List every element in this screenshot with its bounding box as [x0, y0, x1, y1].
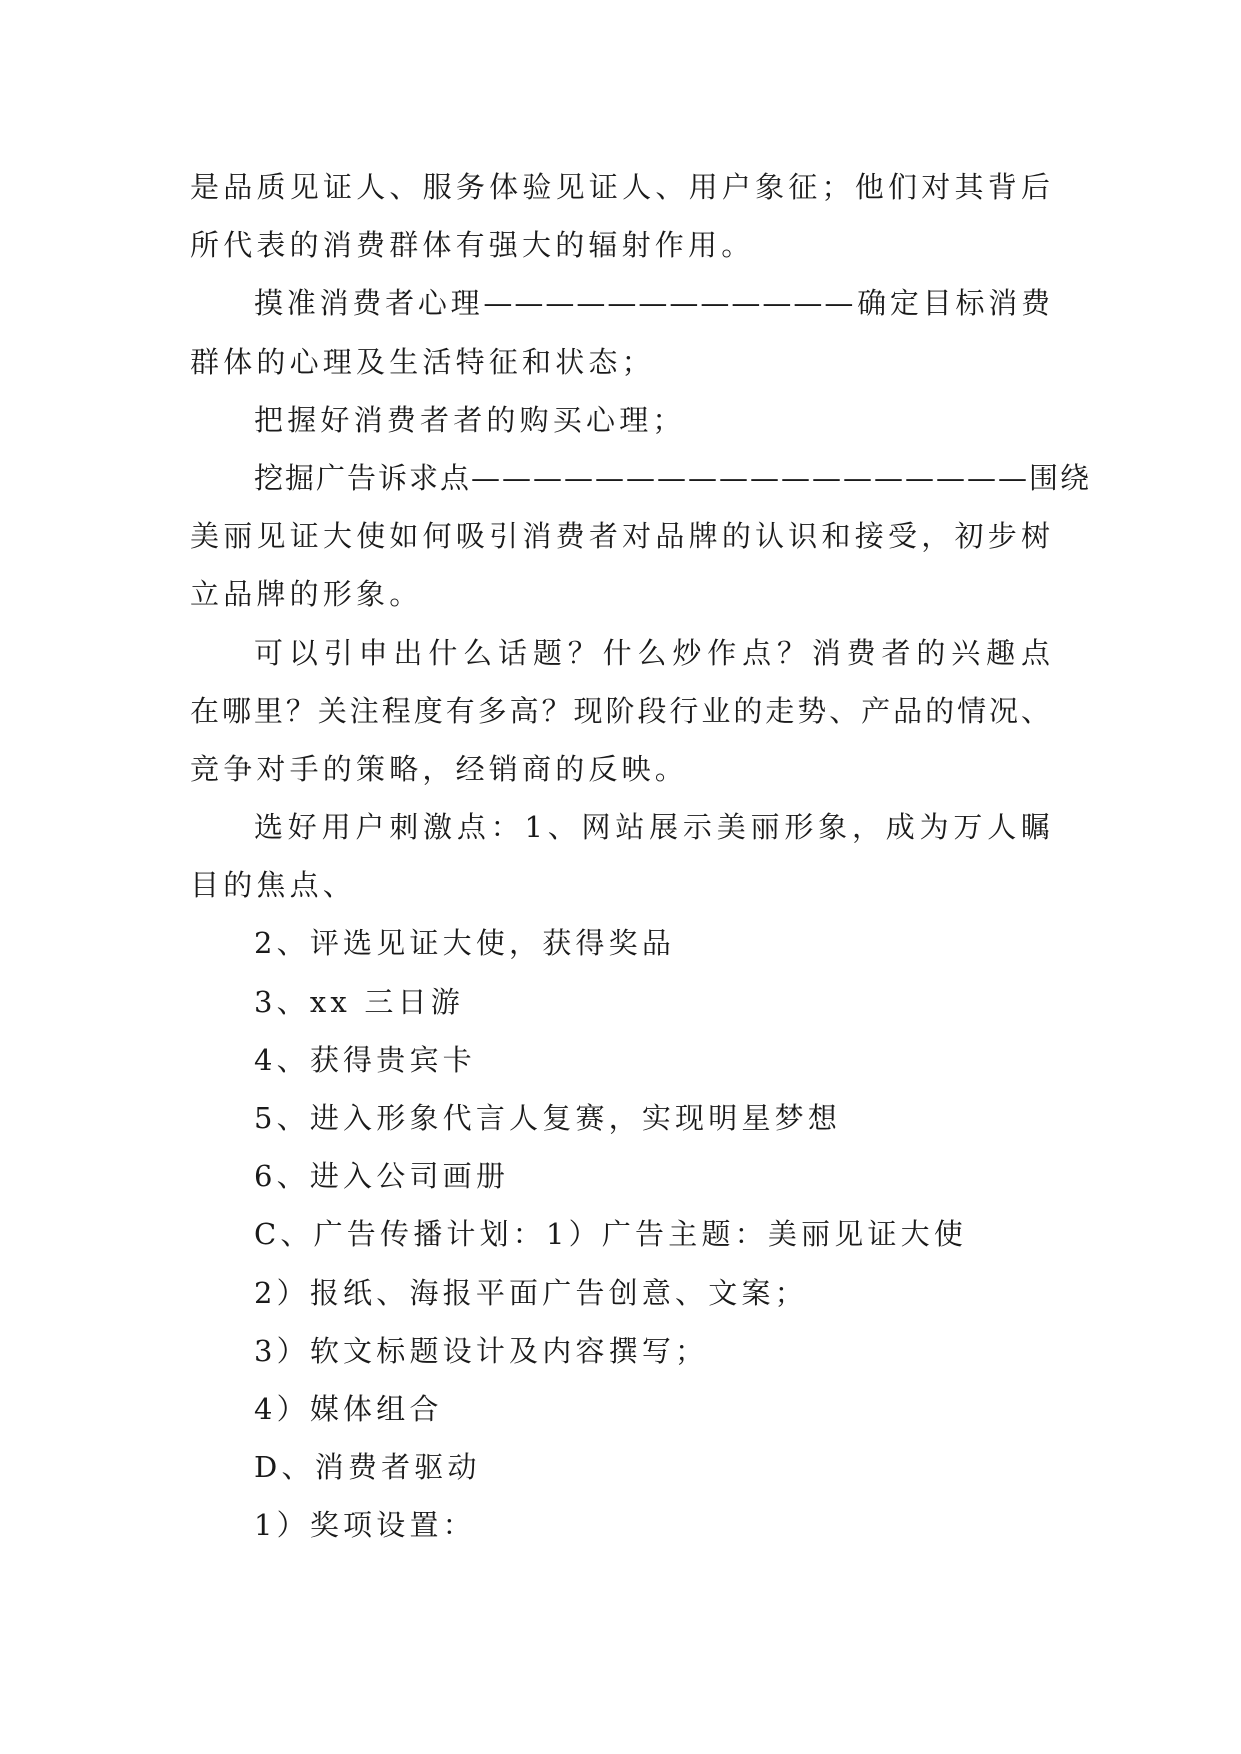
- text-line: 摸准消费者心理————————————确定目标消费: [254, 286, 1052, 321]
- text-line: 把握好消费者者的购买心理；: [254, 402, 686, 437]
- text-line: 群体的心理及生活特征和状态；: [190, 344, 655, 379]
- text-line: 5、进入形象代言人复赛，实现明星梦想: [254, 1101, 842, 1135]
- document-page: [190, 158, 1092, 1555]
- text-line: 可以引申出什么话题？什么炒作点？消费者的兴趣点: [254, 635, 1052, 670]
- text-line: 3、xx 三日游: [254, 984, 464, 1019]
- text-line: 所代表的消费群体有强大的辐射作用。: [190, 228, 755, 263]
- text-line: 目的焦点、: [190, 868, 357, 903]
- text-line: 2）报纸、海报平面广告创意、文案；: [254, 1275, 808, 1310]
- text-line: 6、进入公司画册: [254, 1159, 510, 1194]
- text-line: 在哪里？关注程度有多高？现阶段行业的走势、产品的情况、: [190, 693, 1052, 728]
- text-line: D、消费者驱动: [254, 1450, 481, 1485]
- text-line: 2、评选见证大使，获得奖品: [254, 926, 676, 961]
- text-line: 立品牌的形象。: [190, 577, 423, 612]
- text-line: 4、获得贵宾卡: [254, 1042, 476, 1077]
- text-line: 挖掘广告诉求点——————————————————围绕: [254, 460, 1092, 495]
- text-line: 美丽见证大使如何吸引消费者对品牌的认识和接受，初步树: [190, 519, 1052, 554]
- text-line: 竞争对手的策略，经销商的反映。: [190, 751, 689, 786]
- text-line: 4）媒体组合: [254, 1391, 443, 1426]
- text-line: 是品质见证人、服务体验见证人、用户象征；他们对其背后: [190, 170, 1052, 204]
- text-line: 1）奖项设置：: [254, 1508, 476, 1543]
- document-body: [190, 158, 1092, 1555]
- text-line: C、广告传播计划：1）广告主题：美丽见证大使: [254, 1217, 968, 1252]
- text-line: 3）软文标题设计及内容撰写；: [254, 1333, 709, 1368]
- text-line: 选好用户刺激点：1、网站展示美丽形象，成为万人瞩: [254, 810, 1052, 845]
